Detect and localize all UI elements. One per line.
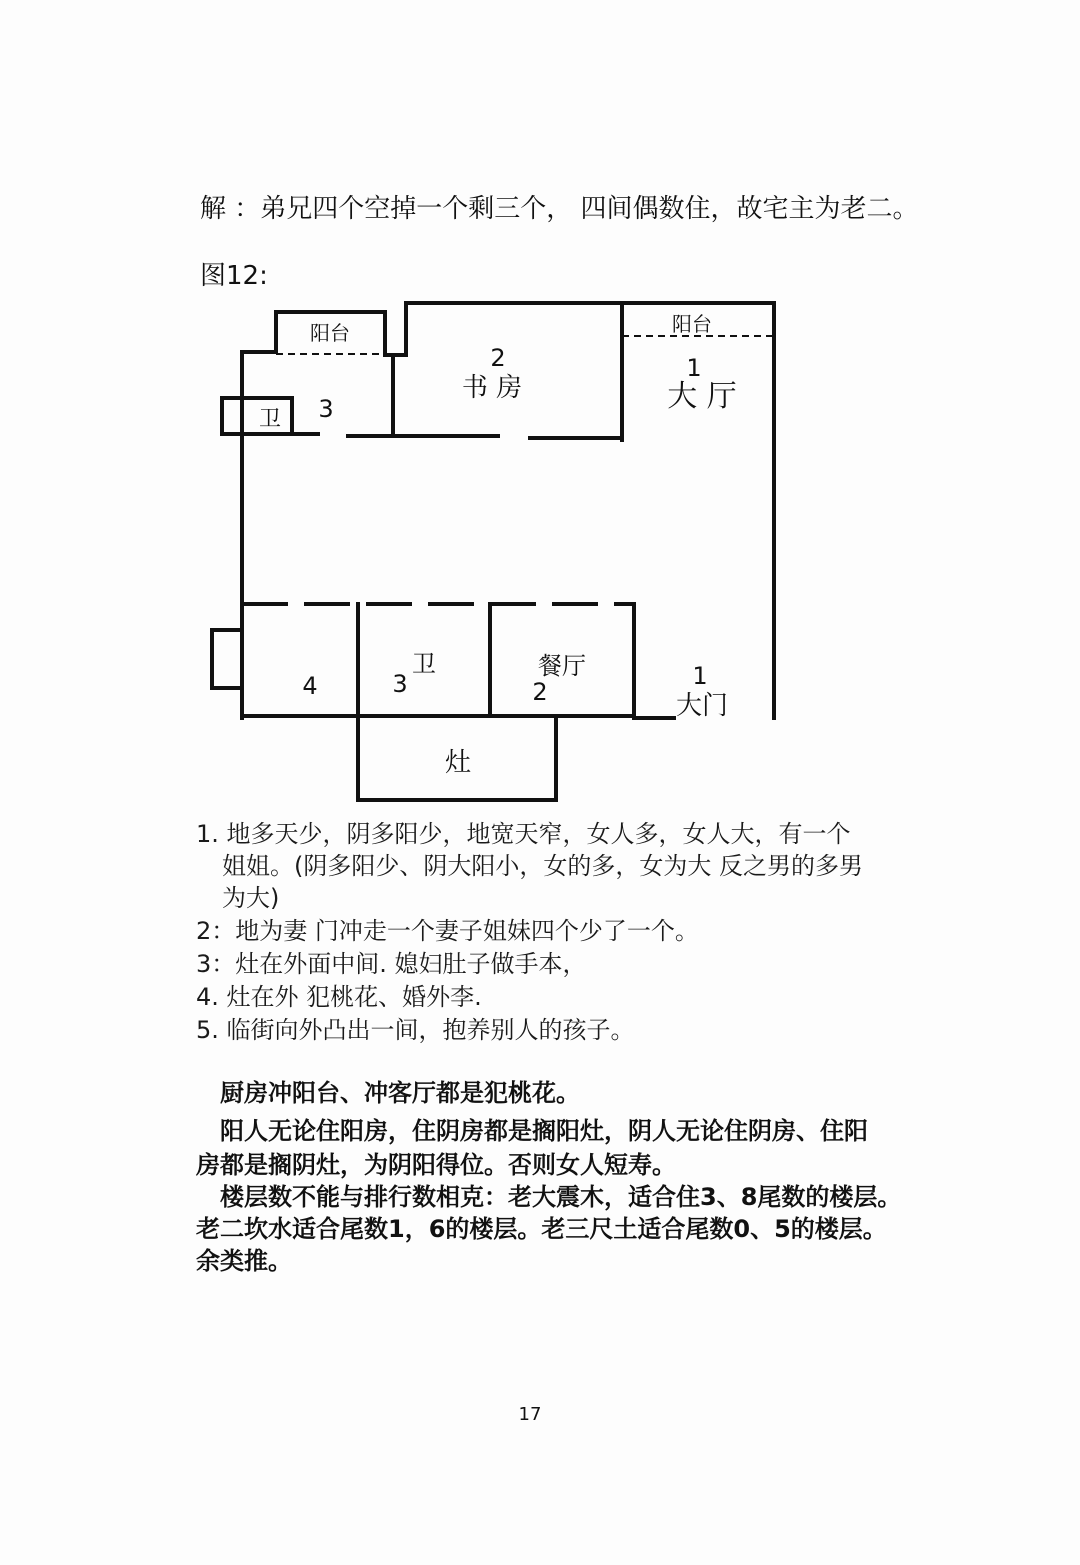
stove-label: 灶 <box>444 748 472 778</box>
bold-line-2: 阳人无论住阳房，住阴房都是搁阳灶，阴人无论住阴房、住阳 <box>220 1117 868 1145</box>
study-label: 书 房 <box>461 373 523 403</box>
bath-top-number: 3 <box>318 395 334 423</box>
door-label: 大门 <box>675 691 729 721</box>
note-4-line-1: 4. 灶在外 犯桃花、婚外李. <box>196 983 482 1011</box>
bold-line-4: 楼层数不能与排行数相克：老大震木，适合住3、8尾数的楼层。 <box>220 1183 902 1211</box>
bath-bottom-number: 3 <box>392 670 408 698</box>
note-1-line-3: 为大) <box>222 884 280 912</box>
figure-label: 图12: <box>200 261 268 291</box>
dining-number: 2 <box>532 678 548 706</box>
balcony-right-label: 阳台 <box>672 312 712 336</box>
page-number: 17 <box>518 1404 542 1425</box>
hall-label: 大 厅 <box>667 379 737 414</box>
bold-line-1: 厨房冲阳台、冲客厅都是犯桃花。 <box>220 1079 580 1107</box>
study-number: 2 <box>490 344 506 372</box>
bold-line-5: 老二坎水适合尾数1，6的楼层。老三尺土适合尾数0、5的楼层。 <box>196 1215 887 1243</box>
note-1-line-2: 姐姐。(阴多阳少、阴大阳小，女的多，女为大 反之男的多男 <box>222 852 863 880</box>
note-1-line-1: 1. 地多天少，阴多阳少，地宽天窄，女人多，女人大，有一个 <box>196 820 851 848</box>
intro-text: 解 ：弟兄四个空掉一个剩三个， 四间偶数住，故宅主为老二。 <box>200 194 919 224</box>
door-number: 1 <box>692 662 708 690</box>
note-2-line-1: 2：地为妻 门冲走一个妻子姐妹四个少了一个。 <box>196 917 699 945</box>
bold-line-3: 房都是搁阴灶，为阴阳得位。否则女人短寿。 <box>196 1151 676 1179</box>
note-5-line-1: 5. 临街向外凸出一间，抱养别人的孩子。 <box>196 1016 635 1044</box>
balcony-left-label: 阳台 <box>310 321 350 345</box>
note-3-line-1: 3：灶在外面中间. 媳妇肚子做手本， <box>196 950 587 978</box>
room4-number: 4 <box>302 672 318 700</box>
dining-label: 餐厅 <box>538 652 586 680</box>
bold-line-6: 余类推。 <box>196 1247 292 1275</box>
bath-bottom-label: 卫 <box>412 650 436 678</box>
hall-number: 1 <box>686 354 702 382</box>
bath-top-label: 卫 <box>258 407 282 432</box>
